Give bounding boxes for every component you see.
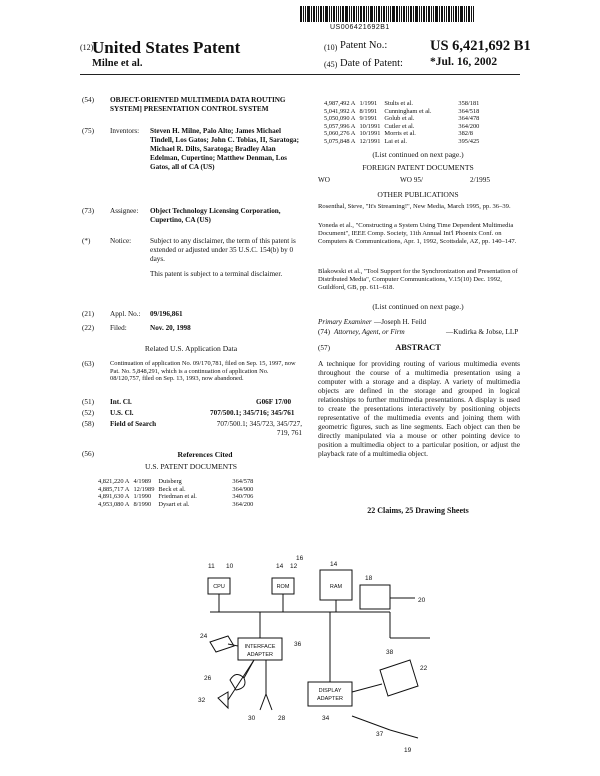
barcode-bar bbox=[376, 6, 377, 22]
assignee: Object Technology Licensing Corporation, Cupertino, CA (US) bbox=[150, 207, 281, 224]
reference-no: 5,050,090 A bbox=[324, 115, 356, 123]
invention-title: OBJECT-ORIENTED MULTIMEDIA DATA ROUTING SYSTEM] PRESENTATION CONTROL SYSTEM bbox=[110, 96, 286, 113]
uscl-code: (52) bbox=[82, 409, 94, 417]
date-label: Date of Patent: bbox=[340, 58, 403, 69]
reference-row bbox=[322, 130, 481, 138]
appl-no: 09/196,861 bbox=[150, 310, 183, 318]
attorney-label: Attorney, Agent, or Firm bbox=[334, 328, 405, 336]
reference-cls: 340/706 bbox=[232, 493, 254, 501]
reference-date: 12/1991 bbox=[359, 137, 381, 145]
display-adapter-box bbox=[308, 682, 352, 706]
barcode-bar bbox=[381, 6, 382, 22]
appl-code: (21) bbox=[82, 310, 94, 318]
reference-cls: 364/200 bbox=[232, 500, 254, 508]
barcode-bar bbox=[431, 6, 432, 22]
related-heading: Related U.S. Application Data bbox=[144, 344, 238, 353]
publication-1: Rosenthal, Steve, "It's Streaming!", New Media, March 1995, pp. 36–39. bbox=[318, 203, 511, 210]
appl-label: Appl. No.: bbox=[110, 310, 141, 318]
reference-row bbox=[96, 486, 255, 494]
header-rule bbox=[80, 74, 520, 75]
barcode-bar bbox=[396, 6, 398, 22]
barcode-bar bbox=[378, 6, 380, 22]
foreign-date: 2/1995 bbox=[470, 176, 490, 184]
assignee-label: Assignee: bbox=[110, 207, 139, 215]
continuation: Continuation of application No. 09/170,781, filed on Sep. 15, 1997, now Pat. No. 5,848,291, which is a continuation of application No. 08/120,757, filed on Sep. 13, 1993, now abandoned. bbox=[110, 360, 296, 383]
abstract-code: (57) bbox=[318, 344, 330, 352]
ram-label: RAM bbox=[329, 584, 343, 590]
interface-label-2: ADAPTER bbox=[247, 652, 273, 658]
barcode-bar bbox=[323, 6, 324, 22]
display-monitor-shape bbox=[380, 660, 418, 696]
barcode-bar bbox=[471, 6, 472, 22]
reference-row bbox=[322, 138, 481, 146]
barcode-bar bbox=[423, 6, 425, 22]
barcode-bar bbox=[421, 6, 422, 22]
barcode-bar bbox=[444, 6, 445, 22]
barcode-bar bbox=[329, 6, 330, 22]
reference-date: 12/1989 bbox=[133, 485, 155, 493]
barcode-bar bbox=[401, 6, 402, 22]
ref-34: 34 bbox=[322, 715, 330, 722]
assignee-code: (73) bbox=[82, 207, 94, 215]
us-docs-heading: U.S. PATENT DOCUMENTS bbox=[145, 462, 237, 471]
abstract-heading: ABSTRACT bbox=[395, 343, 441, 352]
reference-cls: 364/200 bbox=[458, 122, 480, 130]
barcode-bar bbox=[466, 6, 467, 22]
barcode-bar bbox=[399, 6, 400, 22]
reference-cls: 395/425 bbox=[458, 137, 480, 145]
reference-no: 4,821,220 A bbox=[98, 478, 130, 485]
notice: Subject to any disclaimer, the term of this patent is extended or adjusted under 35 U.S.C. 154(b) by 0 days. bbox=[150, 237, 296, 263]
title-code: (54) bbox=[82, 96, 94, 104]
barcode-bar bbox=[419, 6, 420, 22]
reference-name: Duisberg bbox=[158, 478, 182, 485]
ref-12: 12 bbox=[290, 563, 298, 570]
ref-24: 24 bbox=[200, 633, 208, 640]
barcode-bar bbox=[351, 6, 352, 22]
barcode-bar bbox=[448, 6, 450, 22]
patent-number: US 6,421,692 B1 bbox=[430, 38, 531, 54]
reference-no: 5,057,996 A bbox=[324, 122, 356, 130]
filed-label: Filed: bbox=[110, 324, 127, 332]
barcode-bar bbox=[318, 6, 319, 22]
list-continued-1: (List continued on next page.) bbox=[372, 150, 464, 159]
barcode-bar bbox=[410, 6, 412, 22]
reference-row bbox=[322, 115, 481, 123]
refs-heading: References Cited bbox=[177, 450, 233, 459]
barcode-bar bbox=[356, 6, 357, 22]
reference-name: Dysart et al. bbox=[158, 500, 190, 508]
barcode-bar bbox=[313, 6, 315, 22]
foreign-country: WO bbox=[318, 176, 330, 184]
barcode-bar bbox=[311, 6, 312, 22]
barcode-bar bbox=[403, 6, 405, 22]
search-code: (58) bbox=[82, 420, 94, 428]
reference-cls: 364/518 bbox=[458, 107, 480, 115]
country-title: United States Patent bbox=[92, 38, 241, 57]
barcode-bar bbox=[370, 6, 373, 22]
display-label-2: ADAPTER bbox=[317, 696, 343, 702]
barcode-bar bbox=[331, 6, 332, 22]
reference-no: 4,885,717 A bbox=[98, 485, 130, 493]
barcode-bar bbox=[428, 6, 430, 22]
foreign-heading: FOREIGN PATENT DOCUMENTS bbox=[362, 163, 474, 172]
reference-name: Morris et al. bbox=[384, 130, 416, 138]
reference-no: 5,041,992 A bbox=[324, 107, 356, 115]
ref-28: 28 bbox=[278, 715, 286, 722]
barcode-bar bbox=[303, 6, 304, 22]
barcode-bar bbox=[453, 6, 454, 22]
microphone-shape bbox=[260, 694, 272, 710]
reference-no: 5,060,276 A bbox=[324, 130, 356, 138]
uscl-value: 707/500.1; 345/716; 345/761 bbox=[210, 409, 295, 417]
barcode-bar bbox=[360, 6, 362, 22]
barcode-bar bbox=[408, 6, 409, 22]
search-value: 707/500.1; 345/723, 345/727, 719, 761 bbox=[216, 420, 302, 437]
barcode-bar bbox=[300, 6, 302, 22]
reference-cls: 358/181 bbox=[458, 100, 480, 107]
ref-16: 16 bbox=[296, 555, 304, 562]
reference-date: 1/1990 bbox=[133, 493, 152, 501]
barcode bbox=[300, 6, 500, 22]
speaker-shape bbox=[218, 692, 228, 708]
barcode-bar bbox=[426, 6, 427, 22]
ref-26: 26 bbox=[204, 675, 212, 682]
barcode-bar bbox=[441, 6, 443, 22]
ref-19: 19 bbox=[404, 747, 412, 754]
barcode-bar bbox=[468, 6, 470, 22]
cpu-label: CPU bbox=[213, 584, 225, 590]
notice-code: (*) bbox=[82, 237, 91, 245]
network-line bbox=[390, 730, 418, 738]
continuation-code: (63) bbox=[82, 360, 94, 368]
reference-cls: 382/8 bbox=[458, 130, 473, 138]
reference-no: 4,987,492 A bbox=[324, 100, 356, 107]
ref-10: 10 bbox=[226, 563, 234, 570]
barcode-bar bbox=[388, 6, 389, 22]
barcode-bar bbox=[383, 6, 385, 22]
interface-label-1: INTERFACE bbox=[244, 644, 276, 650]
patent-no-label: Patent No.: bbox=[340, 40, 388, 51]
barcode-bar bbox=[455, 6, 457, 22]
intcl-code: (51) bbox=[82, 398, 94, 406]
reference-name: Beck et al. bbox=[158, 485, 186, 493]
barcode-bar bbox=[433, 6, 434, 22]
refs-code: (56) bbox=[82, 450, 94, 458]
ref-37: 37 bbox=[376, 731, 384, 738]
system-figure bbox=[190, 520, 440, 770]
reference-cls: 364/900 bbox=[232, 485, 254, 493]
inventor-short: Milne et al. bbox=[92, 58, 143, 69]
barcode-bar bbox=[413, 6, 414, 22]
reference-name: Cutler et al. bbox=[384, 122, 415, 130]
ref-30: 30 bbox=[248, 715, 256, 722]
ref-36: 36 bbox=[294, 641, 302, 648]
barcode-bar bbox=[435, 6, 438, 22]
ref-32: 32 bbox=[198, 697, 206, 704]
reference-no: 5,075,848 A bbox=[324, 137, 356, 145]
barcode-bar bbox=[333, 6, 335, 22]
filed-date: Nov. 20, 1998 bbox=[150, 324, 191, 332]
inventors: Steven H. Milne, Palo Alto; James Michael Tindell, Los Gatos; John C. Tobias, II, Saratoga; Michael R. Dilts, Saratoga; Bradley Alan Edelman, Cupertino; Matthew Denman, Los Gatos, all of CA (US) bbox=[150, 127, 300, 171]
barcode-bar bbox=[338, 6, 339, 22]
reference-date: 8/1990 bbox=[133, 500, 152, 508]
reference-date: 9/1991 bbox=[359, 115, 378, 123]
ref-11: 11 bbox=[208, 563, 215, 570]
examiner: —Joseph H. Feild bbox=[374, 318, 427, 326]
filed-code: (22) bbox=[82, 324, 94, 332]
barcode-bar bbox=[366, 6, 367, 22]
barcode-bar bbox=[349, 6, 350, 22]
code-12: (12) bbox=[80, 43, 94, 52]
notice-terminal: This patent is subject to a terminal disclaimer. bbox=[150, 270, 283, 278]
reference-date: 10/1991 bbox=[359, 130, 381, 138]
ref-14a: 14 bbox=[276, 563, 284, 570]
io-box bbox=[360, 585, 390, 609]
intcl-label: Int. Cl. bbox=[110, 398, 132, 406]
barcode-bar bbox=[374, 6, 375, 22]
ref-22: 22 bbox=[420, 665, 428, 672]
barcode-bar bbox=[458, 6, 459, 22]
reference-no: 4,891,630 A bbox=[98, 493, 130, 501]
us-refs-left-table bbox=[96, 478, 255, 508]
reference-name: Friedman et al. bbox=[158, 493, 197, 501]
ref-14: 14 bbox=[330, 561, 338, 568]
ref-18: 18 bbox=[365, 575, 373, 582]
barcode-bar bbox=[406, 6, 407, 22]
reference-row bbox=[96, 493, 255, 501]
barcode-bar bbox=[345, 6, 348, 22]
code-45: (45) bbox=[324, 60, 338, 69]
reference-date: 4/1989 bbox=[133, 478, 152, 485]
barcode-bar bbox=[353, 6, 355, 22]
patent-date: *Jul. 16, 2002 bbox=[430, 56, 498, 68]
publication-2: Yoneda et al., "Constructing a System Using Time Dependent Multimedia Document", IEEE Comp. Society, 11th Annual Int'l Phoenix Conf. on Computers & Communications, Apr. 1, 1992, Scottsdale, AZ, pp. 140–147. bbox=[318, 222, 517, 246]
barcode-bar bbox=[316, 6, 317, 22]
us-refs-right-table bbox=[322, 100, 481, 146]
reference-name: Lai et al. bbox=[384, 137, 407, 145]
barcode-bar bbox=[305, 6, 306, 22]
reference-row bbox=[96, 501, 255, 509]
reference-name: Golub et al. bbox=[384, 115, 415, 123]
publication-3: Blakowski et al., "Tool Support for the Synchronization and Presentation of Distributed Media", Computer Communications, V.15(10) Dec. 1992, Guildford, GB, pp. 611–618. bbox=[318, 268, 518, 292]
barcode-bar bbox=[342, 6, 344, 22]
barcode-bar bbox=[439, 6, 440, 22]
rom-label: ROM bbox=[276, 584, 290, 590]
reference-date: 10/1991 bbox=[359, 122, 381, 130]
claims-summary: 22 Claims, 25 Drawing Sheets bbox=[367, 506, 469, 515]
barcode-bar bbox=[464, 6, 465, 22]
barcode-bar bbox=[473, 6, 474, 22]
barcode-bar bbox=[460, 6, 463, 22]
examiner-label: Primary Examiner bbox=[318, 318, 372, 326]
abstract-text: A technique for providing routing of various multimedia events throughout the course of a multimedia presentation using a computer with a storage and a display. A variety of multimedia objects are defined in the storage and grouped in logical relationships to further multimedia presentations. A display is used to create the presentations interactively by positioning objects representative of the multimedia events and joining them with geometric figures, such as line segments. Each object can then be directly manipulated via a mouse or other pointing device to position a multimedia object to a particular position, or adjust the playback rate of a multimedia object. bbox=[318, 359, 520, 458]
code-10: (10) bbox=[324, 43, 338, 52]
barcode-bar bbox=[390, 6, 391, 22]
intcl-value: G06F 17/00 bbox=[256, 398, 292, 406]
attorney-code: (74) bbox=[318, 328, 330, 336]
inventors-code: (75) bbox=[82, 127, 94, 135]
reference-name: Cunningham et al. bbox=[384, 107, 432, 115]
barcode-bar bbox=[320, 6, 322, 22]
reference-name: Stults et al. bbox=[384, 100, 413, 107]
barcode-bar bbox=[368, 6, 369, 22]
reference-no: 4,953,080 A bbox=[98, 500, 130, 508]
inventors-label: Inventors: bbox=[110, 127, 140, 135]
reference-cls: 364/578 bbox=[232, 478, 254, 485]
other-pubs-heading: OTHER PUBLICATIONS bbox=[377, 190, 459, 199]
ref-38: 38 bbox=[386, 649, 394, 656]
barcode-bar bbox=[340, 6, 341, 22]
barcode-bar bbox=[358, 6, 359, 22]
uscl-label: U.S. Cl. bbox=[110, 409, 134, 417]
foreign-no: WO 95/ bbox=[400, 176, 423, 184]
barcode-number: US006421692B1 bbox=[330, 24, 390, 31]
list-continued-2: (List continued on next page.) bbox=[372, 302, 464, 311]
reference-row bbox=[322, 123, 481, 131]
barcode-bar bbox=[446, 6, 447, 22]
reference-date: 1/1991 bbox=[359, 100, 378, 107]
display-label-1: DISPLAY bbox=[318, 688, 342, 694]
reference-cls: 364/478 bbox=[458, 115, 480, 123]
reference-date: 8/1991 bbox=[359, 107, 378, 115]
barcode-bar bbox=[386, 6, 387, 22]
barcode-bar bbox=[363, 6, 365, 22]
attorney: —Kudirka & Jobse, LLP bbox=[446, 328, 519, 336]
reference-row bbox=[96, 478, 255, 486]
barcode-bar bbox=[392, 6, 395, 22]
search-label: Field of Search bbox=[110, 420, 157, 428]
reference-row bbox=[322, 100, 481, 108]
reference-row bbox=[322, 108, 481, 116]
ref-20: 20 bbox=[418, 597, 426, 604]
barcode-bar bbox=[415, 6, 418, 22]
notice-label: Notice: bbox=[110, 237, 132, 245]
barcode-bar bbox=[307, 6, 310, 22]
barcode-bar bbox=[336, 6, 337, 22]
barcode-bar bbox=[325, 6, 328, 22]
barcode-bar bbox=[451, 6, 452, 22]
